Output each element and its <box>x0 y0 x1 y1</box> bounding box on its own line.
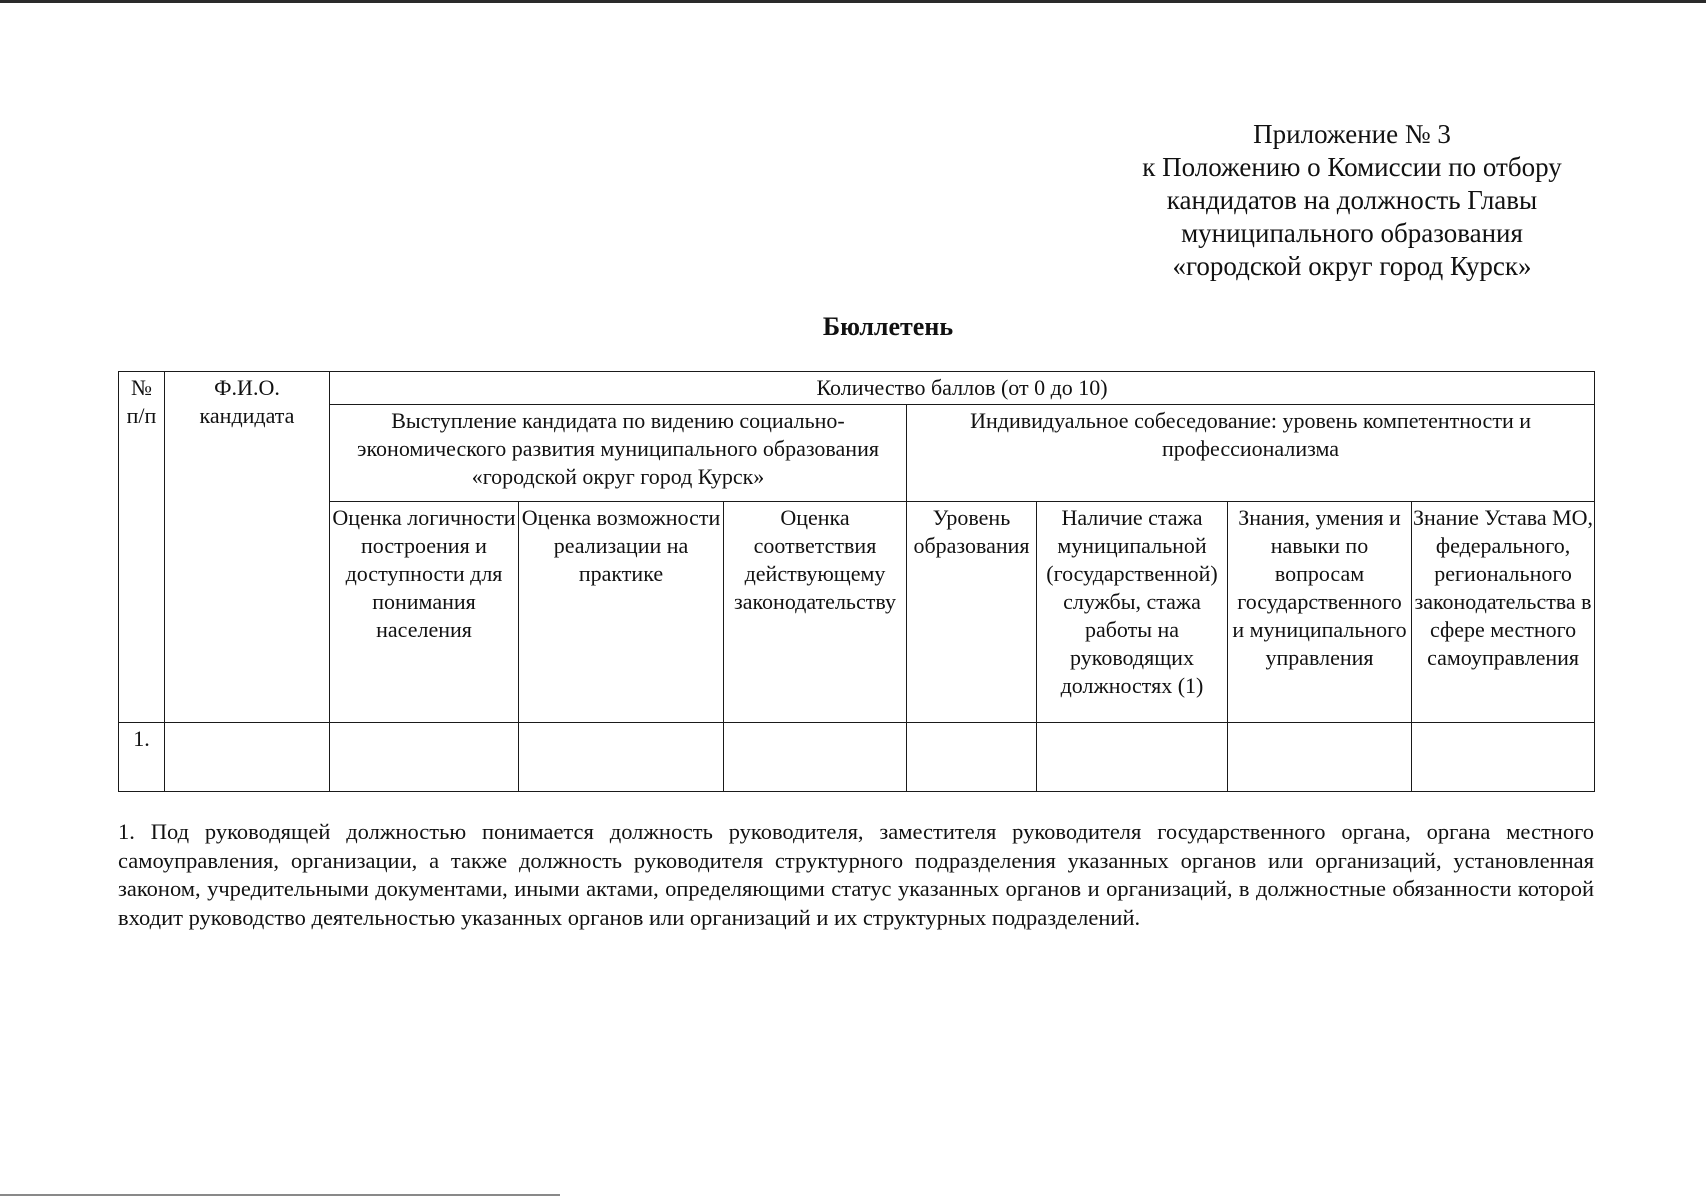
appendix-line: муниципального образования <box>1181 218 1523 248</box>
criterion-education-header: Уровень образования <box>907 502 1037 723</box>
page-top-edge <box>0 0 1706 3</box>
appendix-line: кандидатов на должность Главы <box>1166 185 1538 215</box>
criterion-legality-header: Оценка соответствия действующему законодательству <box>724 502 907 723</box>
table-group-row <box>119 405 1595 502</box>
column-number-header: № п/п <box>119 372 165 723</box>
appendix-line: «городской округ город Курск» <box>1172 251 1532 281</box>
ballot-table <box>118 371 1595 792</box>
score-header: Количество баллов (от 0 до 10) <box>330 372 1595 405</box>
score-cell[interactable] <box>330 723 519 792</box>
footnote: 1. Под руководящей должностью понимается должность руководителя, заместителя руководителя государственного органа, органа местного самоуправления, организации, а также должность руководителя структурного подразделения указанных органов или организаций, установленная законом, учредительными документами, иными актами, определяющими статус указанных органов и организаций, в должностные обязанности которой входит руководство деятельностью указанных органов или организаций и их структурных подразделений. <box>118 819 1594 930</box>
score-cell[interactable] <box>1412 723 1595 792</box>
table-row <box>119 723 1595 792</box>
criterion-skills-header: Знания, умения и навыки по вопросам государственного и муниципального управления <box>1228 502 1412 723</box>
row-number: 1. <box>119 723 165 792</box>
scan-artifact-line <box>0 1194 560 1196</box>
score-cell[interactable] <box>1037 723 1228 792</box>
table-header-row <box>119 372 1595 405</box>
speech-group-header: Выступление кандидата по видению социально-экономического развития муниципального образования «городской округ город Курск» <box>330 405 907 502</box>
criterion-logic-header: Оценка логичности построения и доступности для понимания населения <box>330 502 519 723</box>
appendix-header <box>1102 118 1602 283</box>
document-title: Бюллетень <box>822 312 954 341</box>
criterion-law-knowledge-header: Знание Устава МО, федерального, регионального законодательства в сфере местного самоуправления <box>1412 502 1595 723</box>
candidate-name-cell[interactable] <box>165 723 330 792</box>
criterion-experience-header: Наличие стажа муниципальной (государственной) службы, стажа работы на руководящих должностях (1) <box>1037 502 1228 723</box>
table-criteria-row <box>119 502 1595 723</box>
appendix-line: Приложение № 3 <box>1253 119 1451 149</box>
criterion-feasibility-header: Оценка возможности реализации на практике <box>519 502 724 723</box>
score-cell[interactable] <box>724 723 907 792</box>
interview-group-header: Индивидуальное собеседование: уровень компетентности и профессионализма <box>907 405 1595 502</box>
appendix-line: к Положению о Комиссии по отбору <box>1142 152 1562 182</box>
score-cell[interactable] <box>519 723 724 792</box>
column-name-header: Ф.И.О. кандидата <box>165 372 330 723</box>
score-cell[interactable] <box>907 723 1037 792</box>
score-cell[interactable] <box>1228 723 1412 792</box>
